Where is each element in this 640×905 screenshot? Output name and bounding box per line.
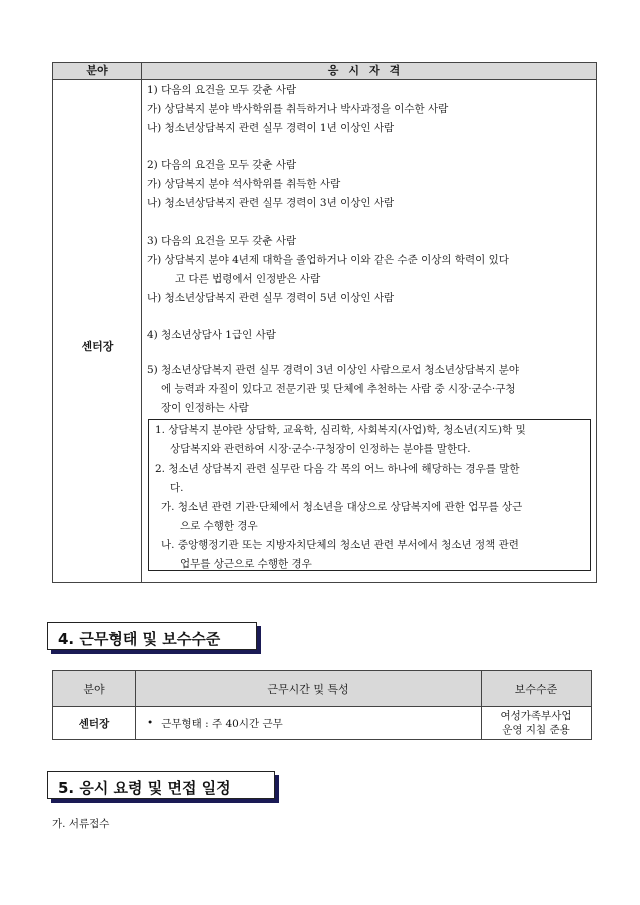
work-header-hours: 근무시간 및 특성 xyxy=(267,682,349,696)
qual-line: 1) 다음의 요건을 모두 갖춘 사람 xyxy=(147,84,297,96)
qual-line: 가) 상담복지 분야 4년제 대학을 졸업하거나 이와 같은 수준 이상의 학력이 있다 xyxy=(147,254,509,266)
work-hours-text: 근무형태 : 주 40시간 근무 xyxy=(161,717,283,730)
work-table-row xyxy=(53,707,591,739)
work-row-field: 센터장 xyxy=(78,717,110,730)
note-line: 1. 상담복지 분야란 상담학, 교육학, 심리학, 사회복지(사업)학, 청소년(지도)학 및 xyxy=(155,424,526,436)
qual-line: 장이 인정하는 사람 xyxy=(161,402,249,414)
qual-line: 가) 상담복지 분야 석사학위를 취득한 사람 xyxy=(147,178,341,190)
work-table-header xyxy=(53,671,591,707)
qual-line: 5) 청소년상담복지 관련 실무 경력이 3년 이상인 사람으로서 청소년상담복지 분야 xyxy=(147,364,520,376)
qual-line: 나) 청소년상담복지 관련 실무 경력이 1년 이상인 사람 xyxy=(147,122,395,134)
qual-line: 고 다른 법령에서 인정받은 사람 xyxy=(175,273,321,285)
qual-line: 나) 청소년상담복지 관련 실무 경력이 3년 이상인 사람 xyxy=(147,197,395,209)
note-line: 상담복지와 관련하여 시장·군수·구청장이 인정하는 분야를 말한다. xyxy=(170,443,471,455)
header-field: 분야 xyxy=(53,63,142,79)
note-line: 나. 중앙행정기관 또는 지방자치단체의 청소년 관련 부서에서 청소년 정책 관련 xyxy=(161,539,519,551)
work-row-hours xyxy=(135,707,481,739)
field-column xyxy=(53,80,142,582)
qual-line: 가) 상담복지 분야 박사학위를 취득하거나 박사과정을 이수한 사람 xyxy=(147,103,449,115)
pay-line-2: 운영 지침 준용 xyxy=(502,724,570,736)
bullet: • xyxy=(147,717,154,729)
qualification-table-header xyxy=(53,63,596,80)
qual-line: 4) 청소년상담사 1급인 사람 xyxy=(147,329,276,341)
work-header-field: 분야 xyxy=(83,682,105,696)
qual-line: 나) 청소년상담복지 관련 실무 경력이 5년 이상인 사람 xyxy=(147,292,395,304)
work-table xyxy=(52,670,592,740)
note-line: 가. 청소년 관련 기관·단체에서 청소년을 대상으로 상담복지에 관한 업무를 상근 xyxy=(161,501,523,513)
qual-line: 2) 다음의 요건을 모두 갖춘 사람 xyxy=(147,159,297,171)
header-qualification: 응시자격 xyxy=(327,64,411,77)
note-line: 으로 수행한 경우 xyxy=(180,520,258,532)
section-5-sub: 가. 서류접수 xyxy=(52,818,110,830)
note-line: 업무를 상근으로 수행한 경우 xyxy=(180,558,312,570)
work-header-pay: 보수수준 xyxy=(514,682,558,696)
field-label: 센터장 xyxy=(81,340,114,353)
work-row-pay xyxy=(481,707,591,739)
note-line: 2. 청소년 상담복지 관련 실무란 다음 각 목의 어느 하나에 해당하는 경우를 말한 xyxy=(155,463,520,475)
note-line: 다. xyxy=(170,482,184,494)
qual-line: 에 능력과 자질이 있다고 전문기관 및 단체에 추천하는 사람 중 시장·군수·구청 xyxy=(161,383,516,395)
section-4-heading xyxy=(47,622,261,654)
section-5-heading xyxy=(47,771,279,803)
pay-line-1: 여성가족부사업 xyxy=(500,710,572,722)
section-5-title: 5. 응시 요령 및 면접 일정 xyxy=(58,779,231,797)
section-4-title: 4. 근무형태 및 보수수준 xyxy=(58,630,221,648)
qual-line: 3) 다음의 요건을 모두 갖춘 사람 xyxy=(147,235,297,247)
